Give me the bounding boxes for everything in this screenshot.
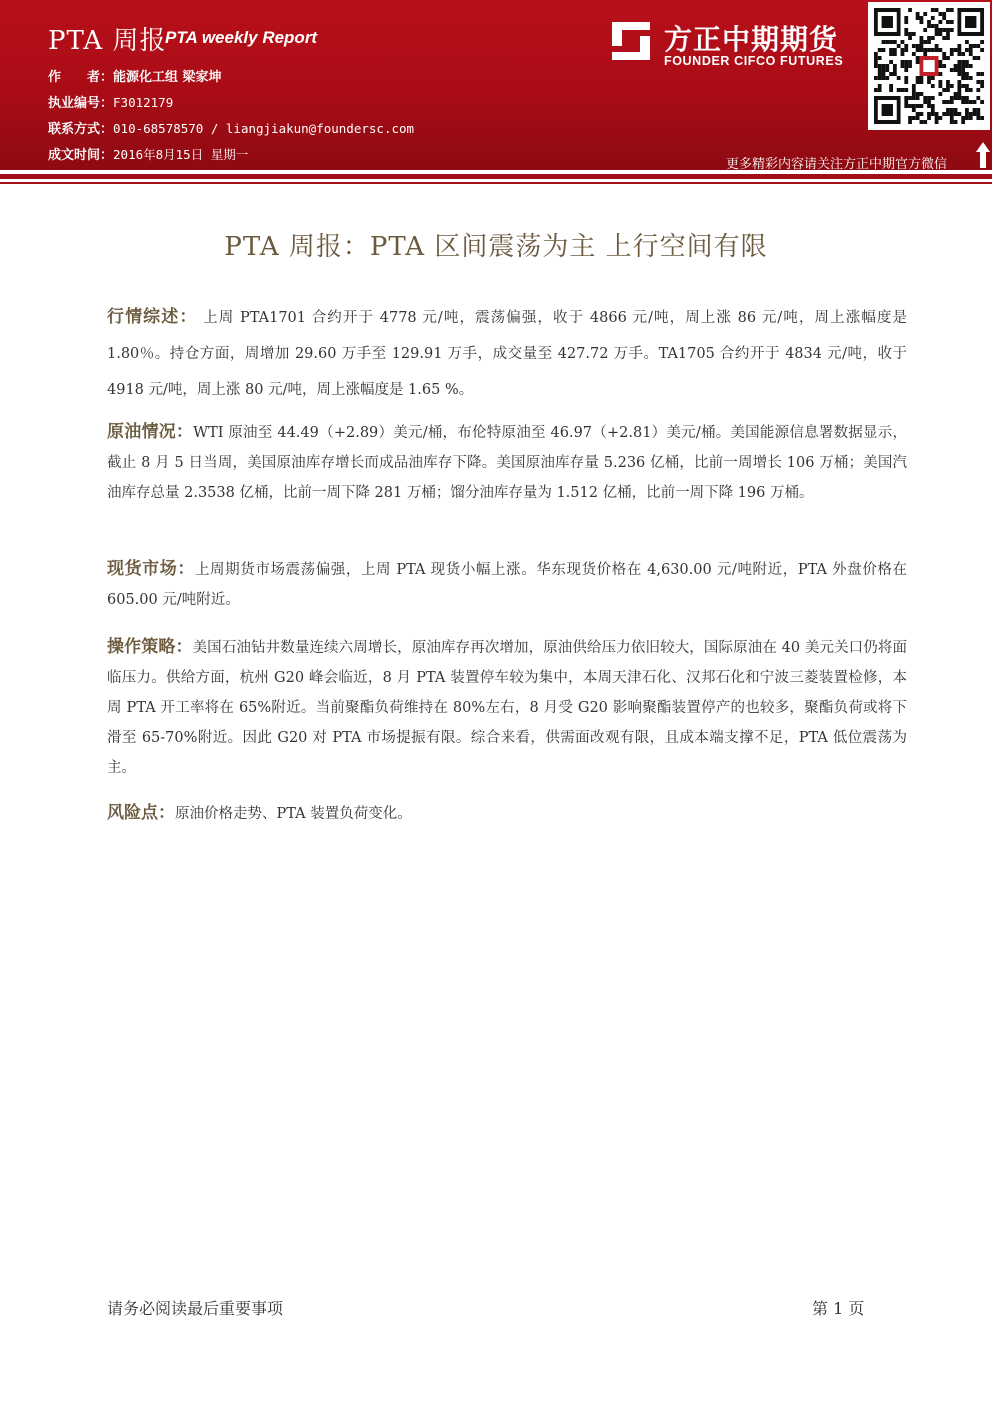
arrow-up-icon bbox=[975, 140, 991, 170]
logo-chinese: 方正中期期货 bbox=[664, 23, 839, 56]
section-text: 原油价格走势、PTA 装置负荷变化。 bbox=[175, 806, 412, 822]
page-number: 第 1 页 bbox=[812, 1299, 865, 1318]
section-strategy bbox=[107, 632, 907, 783]
logo-english: FOUNDER CIFCO FUTURES bbox=[664, 54, 844, 68]
section-lead: 行情综述： bbox=[107, 307, 198, 327]
qr-code[interactable] bbox=[868, 2, 990, 130]
section-lead: 操作策略： bbox=[107, 637, 193, 657]
header-divider bbox=[0, 174, 992, 179]
author-line bbox=[48, 66, 222, 85]
section-text: WTI 原油至 44.49（+2.89）美元/桶，布伦特原油至 46.97（+2.81）美元/桶。美国能源信息署数据显示，截止 8 月 5 日当周，美国原油库存增长而成品油库存下降。美国原油库存量 5.236 亿桶，比前一周增长 106 万桶；美国汽油库存总量 2.3538 亿桶，比前一周下降 281 万桶；馏分油库存量为 1.512 亿桶，比前一周下降 196 万桶。 bbox=[107, 425, 907, 501]
section-market-review bbox=[107, 299, 907, 408]
page-title: PTA 周报：PTA 区间震荡为主 上行空间有限 bbox=[224, 232, 768, 262]
date-label: 成文时间： bbox=[48, 148, 114, 163]
license-line bbox=[48, 92, 173, 111]
section-text: 上周期货市场震荡偏强，上周 PTA 现货小幅上涨。华东现货价格在 4,630.00 元/吨附近，PTA 外盘价格在 605.00 元/吨附近。 bbox=[107, 562, 908, 608]
license-label: 执业编号： bbox=[48, 96, 114, 111]
qr-code-icon bbox=[874, 8, 984, 124]
footer-notice: 请务必阅读最后重要事项 bbox=[107, 1299, 284, 1318]
contact-line bbox=[48, 118, 414, 137]
author-label: 作 者： bbox=[48, 70, 114, 85]
date-line bbox=[48, 144, 248, 163]
company-logo bbox=[608, 16, 858, 72]
date-value: 2016年8月15日 星期一 bbox=[113, 147, 249, 162]
section-spot-market bbox=[107, 554, 907, 615]
section-crude-oil bbox=[107, 417, 907, 508]
section-text: 美国石油钻井数量连续六周增长，原油库存再次增加，原油供给压力依旧较大，国际原油在 40 美元关口仍将面临压力。供给方面，杭州 G20 峰会临近，8 月 PTA 装置停车较为集中，本周天津石化、汉邦石化和宁波三菱装置检修，本周 PTA 开工率将在 65%附近。当前聚酯负荷维持在 80%左右，8 月受 G20 影响聚酯装置停产的也较多，聚酯负荷或将下滑至 65-70%附近。因此 G20 对 PTA 市场提振有限。综合来看，供需面改观有限，且成本端支撑不足，PTA 低位震荡为主。 bbox=[107, 640, 908, 776]
section-risk bbox=[107, 798, 907, 829]
header-divider-thin bbox=[0, 182, 992, 184]
section-lead: 风险点： bbox=[107, 803, 175, 823]
license-value: F3012179 bbox=[113, 95, 174, 110]
report-subtitle: PTA weekly Report bbox=[165, 28, 318, 47]
header-band bbox=[0, 0, 992, 170]
contact-value[interactable]: 010-68578570 / liangjiakun@foundersc.com bbox=[113, 121, 415, 136]
section-lead: 现货市场： bbox=[107, 559, 195, 579]
follow-text: 更多精彩内容请关注方正中期官方微信 bbox=[726, 157, 948, 172]
author-value: 能源化工组 梁家坤 bbox=[113, 70, 222, 85]
section-lead: 原油情况： bbox=[107, 422, 194, 442]
contact-label: 联系方式： bbox=[48, 122, 114, 137]
founder-logo-icon bbox=[608, 18, 654, 64]
section-text: 上周 PTA1701 合约开于 4778 元/吨，震荡偏强，收于 4866 元/吨，周上涨 86 元/吨，周上涨幅度是 1.80％。持仓方面，周增加 29.60 万手至 129.91 万手，成交量至 427.72 万手。TA1705 合约开于 4834 元/吨，收于 4918 元/吨，周上涨 80 元/吨，周上涨幅度是 1.65 %。 bbox=[107, 310, 907, 398]
report-title: PTA 周报 bbox=[48, 26, 167, 56]
